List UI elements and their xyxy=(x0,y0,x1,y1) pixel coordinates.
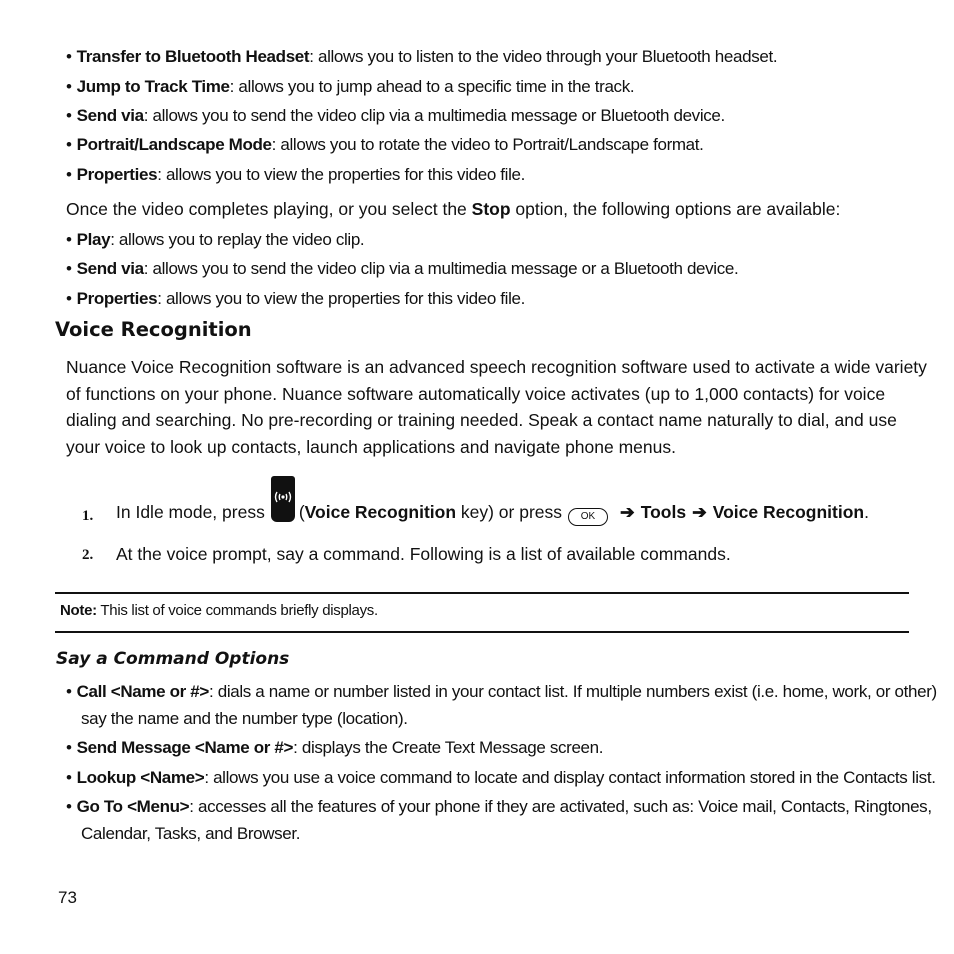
step-text: In Idle mode, press (Voice Recognition key) or press OK ➔ Tools ➔ Voice Recognition. xyxy=(116,476,869,526)
paragraph-line: your voice to look up contacts, launch applications and navigate phone menus. xyxy=(66,436,676,457)
list-item-continuation: say the name and the number type (location). xyxy=(81,709,408,728)
list-item: • Send via: allows you to send the video clip via a multimedia message or Bluetooth device. xyxy=(66,106,725,125)
paragraph-line: Nuance Voice Recognition software is an advanced speech recognition software used to activate a wide variety xyxy=(66,357,927,377)
list-item: • Portrait/Landscape Mode: allows you to rotate the video to Portrait/Landscape format. xyxy=(66,135,704,154)
list-item: • Send Message <Name or #>: displays the Create Text Message screen. xyxy=(66,738,604,757)
list-item: • Jump to Track Time: allows you to jump ahead to a specific time in the track. xyxy=(66,77,635,96)
arrow-icon: ➔ xyxy=(692,502,707,522)
list-item-continuation: Calendar, Tasks, and Browser. xyxy=(81,824,301,843)
arrow-icon: ➔ xyxy=(620,502,635,522)
list-item: • Call <Name or #>: dials a name or number listed in your contact list. If multiple numbers exist (i.e. home, work, or other) xyxy=(66,682,937,701)
paragraph-line: dialing and searching. No pre-recording or training needed. Speak a contact name naturally to dial, and use xyxy=(66,410,897,430)
list-item: • Play: allows you to replay the video clip. xyxy=(66,230,365,249)
step-number: 2. xyxy=(82,547,94,563)
list-item: • Properties: allows you to view the properties for this video file. xyxy=(66,165,526,184)
intro-paragraph xyxy=(66,354,927,460)
section-title: Voice Recognition xyxy=(55,318,252,341)
step-text: At the voice prompt, say a command. Following is a list of available commands. xyxy=(116,544,731,564)
step-number: 1. xyxy=(82,508,94,524)
subheading: Say a Command Options xyxy=(56,649,290,669)
list-item: • Go To <Menu>: accesses all the features of your phone if they are activated, such as: Voice mail, Contacts, Ringtones, xyxy=(66,797,932,816)
ok-key-icon: OK xyxy=(568,508,608,526)
divider xyxy=(55,592,909,594)
list-item: • Transfer to Bluetooth Headset: allows you to listen to the video through your Bluetooth headset. xyxy=(66,47,778,66)
list-item: • Send via: allows you to send the video clip via a multimedia message or a Bluetooth device. xyxy=(66,259,739,278)
voice-recognition-key-icon xyxy=(271,476,295,522)
page-number: 73 xyxy=(58,888,77,907)
paragraph-line: of functions on your phone. Nuance software automatically voice activates (up to 1,000 contacts) for voice xyxy=(66,383,886,404)
note: Note: This list of voice commands briefly displays. xyxy=(60,602,378,619)
list-item: • Properties: allows you to view the properties for this video file. xyxy=(66,289,526,308)
stop-paragraph: Once the video completes playing, or you select the Stop option, the following options are available: xyxy=(66,199,841,219)
divider xyxy=(55,631,909,633)
list-item: • Lookup <Name>: allows you use a voice command to locate and display contact information stored in the Contacts list. xyxy=(66,768,936,787)
